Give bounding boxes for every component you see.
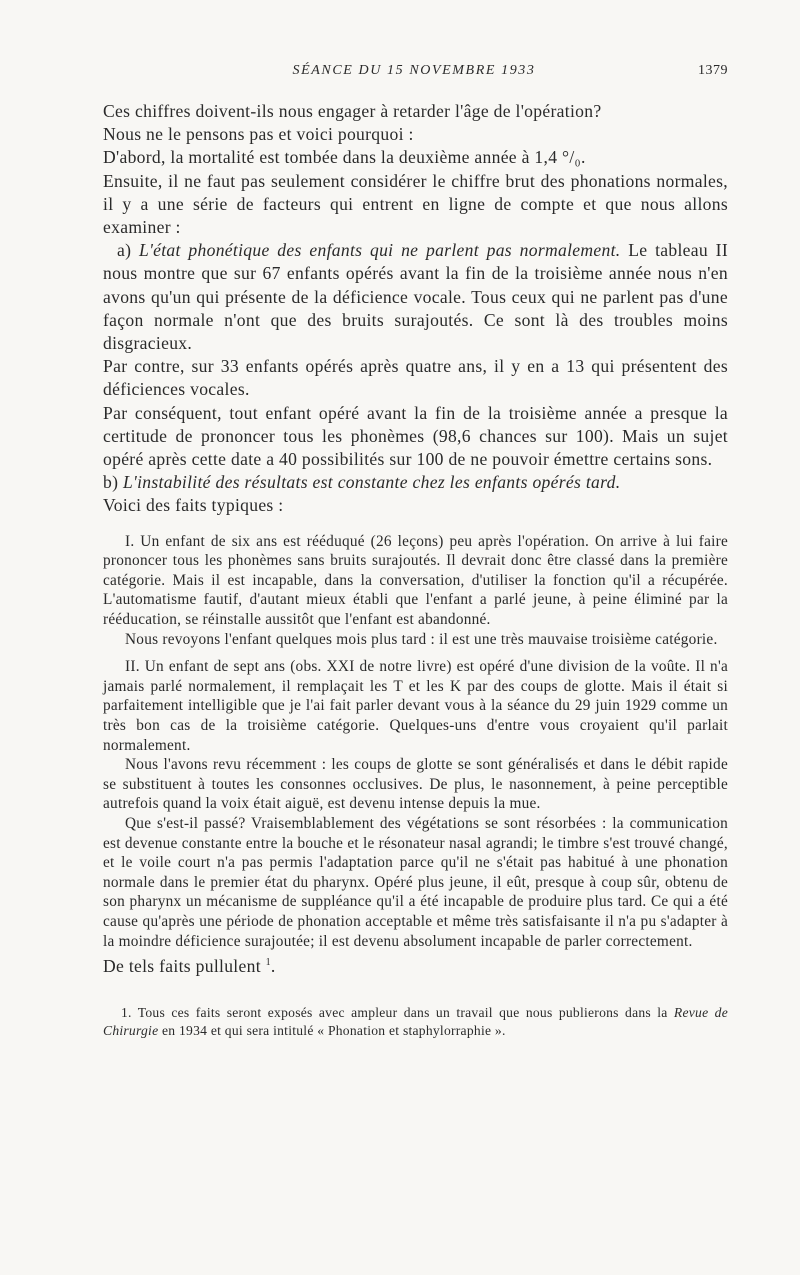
paragraph: Par contre, sur 33 enfants opérés après quatre ans, il y en a 13 qui présentent des déficiences vocales.	[103, 356, 728, 400]
closing-line: De tels faits pullulent $^1$.	[103, 955, 276, 976]
case-paragraph: I. Un enfant de six ans est rééduqué (26 leçons) peu après l'opération. On arrive à lui faire prononcer tous les phonèmes sans bruits surajoutés. Il devrait donc être classé dans la première catégorie. Mais il est incapable, dans la conversation, d'utiliser la fonction qu'il a récupérée. L'automatisme fautif, d'autant mieux établi que l'enfant a parlé jeune, à peine éliminé par la rééducation, se réinstalle aussitôt que l'enfant est abandonné.	[103, 532, 728, 629]
journal-title: Revue de Chirurgie	[103, 1005, 729, 1039]
case-paragraph: Nous revoyons l'enfant quelques mois plus tard : il est une très mauvaise troisième catégorie.	[125, 630, 718, 648]
main-text	[103, 100, 728, 1040]
paragraph-b	[103, 471, 728, 494]
italic-heading: L'instabilité des résultats est constante chez les enfants opérés tard.	[122, 472, 621, 493]
paragraph: Ces chiffres doivent-ils nous engager à retarder l'âge de l'opération?	[103, 101, 602, 121]
running-header	[100, 63, 728, 79]
case-studies	[103, 532, 728, 951]
paragraph: Par conséquent, tout enfant opéré avant la fin de la troisième année a presque la certitude de prononcer tous les phonèmes (98,6 chances sur 100). Mais un sujet opéré après cette date a 40 possibilités sur 100 de ne pouvoir émettre certains sons.	[103, 402, 728, 470]
footnote-text-end: en 1934 et qui sera intitulé « Phonation et staphylorraphie ».	[158, 1023, 506, 1039]
paragraph: Nous ne le pensons pas et voici pourquoi :	[103, 124, 414, 145]
closing-text: De tels faits pullulent	[103, 955, 261, 976]
item-label: b)	[103, 472, 123, 493]
case-paragraph: Nous l'avons revu récemment : les coups de glotte se sont généralisés et dans le débit rapide se substituent à toutes les consonnes occlusives. De plus, le nasonnement, à peine perceptible autrefois quand la voix était aiguë, est devenu intense depuis la mue.	[103, 756, 728, 813]
footnote-ref: 1	[265, 957, 271, 969]
header-title: SÉANCE DU 15 NOVEMBRE 1933	[292, 63, 536, 78]
paragraph-a	[103, 239, 728, 355]
footnote-marker: 1.	[121, 1005, 138, 1021]
footnote-text: Tous ces faits seront exposés avec ampleur dans un travail que nous publierons dans la	[137, 1005, 674, 1021]
case-paragraph: Que s'est-il passé? Vraisemblablement des végétations se sont résorbées : la communication est devenue constante entre la bouche et le résonateur nasal agrandi; le timbre s'est trouvé changé, et le voile court n'a pas permis l'adaptation parce qu'il ne s'était pas habitué à une phonation normale dans le premier état du pharynx. Opéré plus jeune, il eût, presque à coup sûr, obtenu de son pharynx un mécanisme de suppléance qu'il a été incapable de produire plus tard. Ce qui a été cause qu'après une période de phonation acceptable et même très satisfaisante il n'a pu s'adapter à la moindre déficience surajoutée; il est devenu absolument incapable de parler correctement.	[103, 814, 728, 950]
paragraph: Ensuite, il ne faut pas seulement considérer le chiffre brut des phonations normales, il y a une série de facteurs qui entrent en ligne de compte et que nous allons examiner :	[103, 170, 728, 238]
italic-heading: L'état phonétique des enfants qui ne parlent pas normalement.	[138, 240, 621, 261]
paragraph: Voici des faits typiques :	[103, 495, 284, 516]
footnote	[103, 1004, 728, 1040]
case-paragraph: II. Un enfant de sept ans (obs. XXI de notre livre) est opéré d'une division de la voûte. Il n'a jamais parlé normalement, il remplaçait les T et les K par des coups de glotte. Mais il était si parfaitement intelligible que je l'ai fait parler devant vous à la séance du 29 juin 1929 comme un très bon cas de la troisième catégorie. Quelques-uns d'entre vous croyaient qu'il parlait normalement.	[103, 658, 728, 754]
page-number: 1379	[698, 63, 728, 78]
paragraph-text: Le tableau II nous montre que sur 67 enfants opérés avant la fin de la troisième année nous n'en avons qu'un qui présente de la déficience vocale. Tous ceux qui ne parlent pas d'une façon normale n'ont que des bruits surajoutés. Ce sont là des troubles moins disgracieux.	[103, 240, 729, 354]
item-label: a)	[117, 240, 139, 261]
paragraph: D'abord, la mortalité est tombée dans la deuxième année à 1,4 °/₀.	[103, 147, 586, 168]
